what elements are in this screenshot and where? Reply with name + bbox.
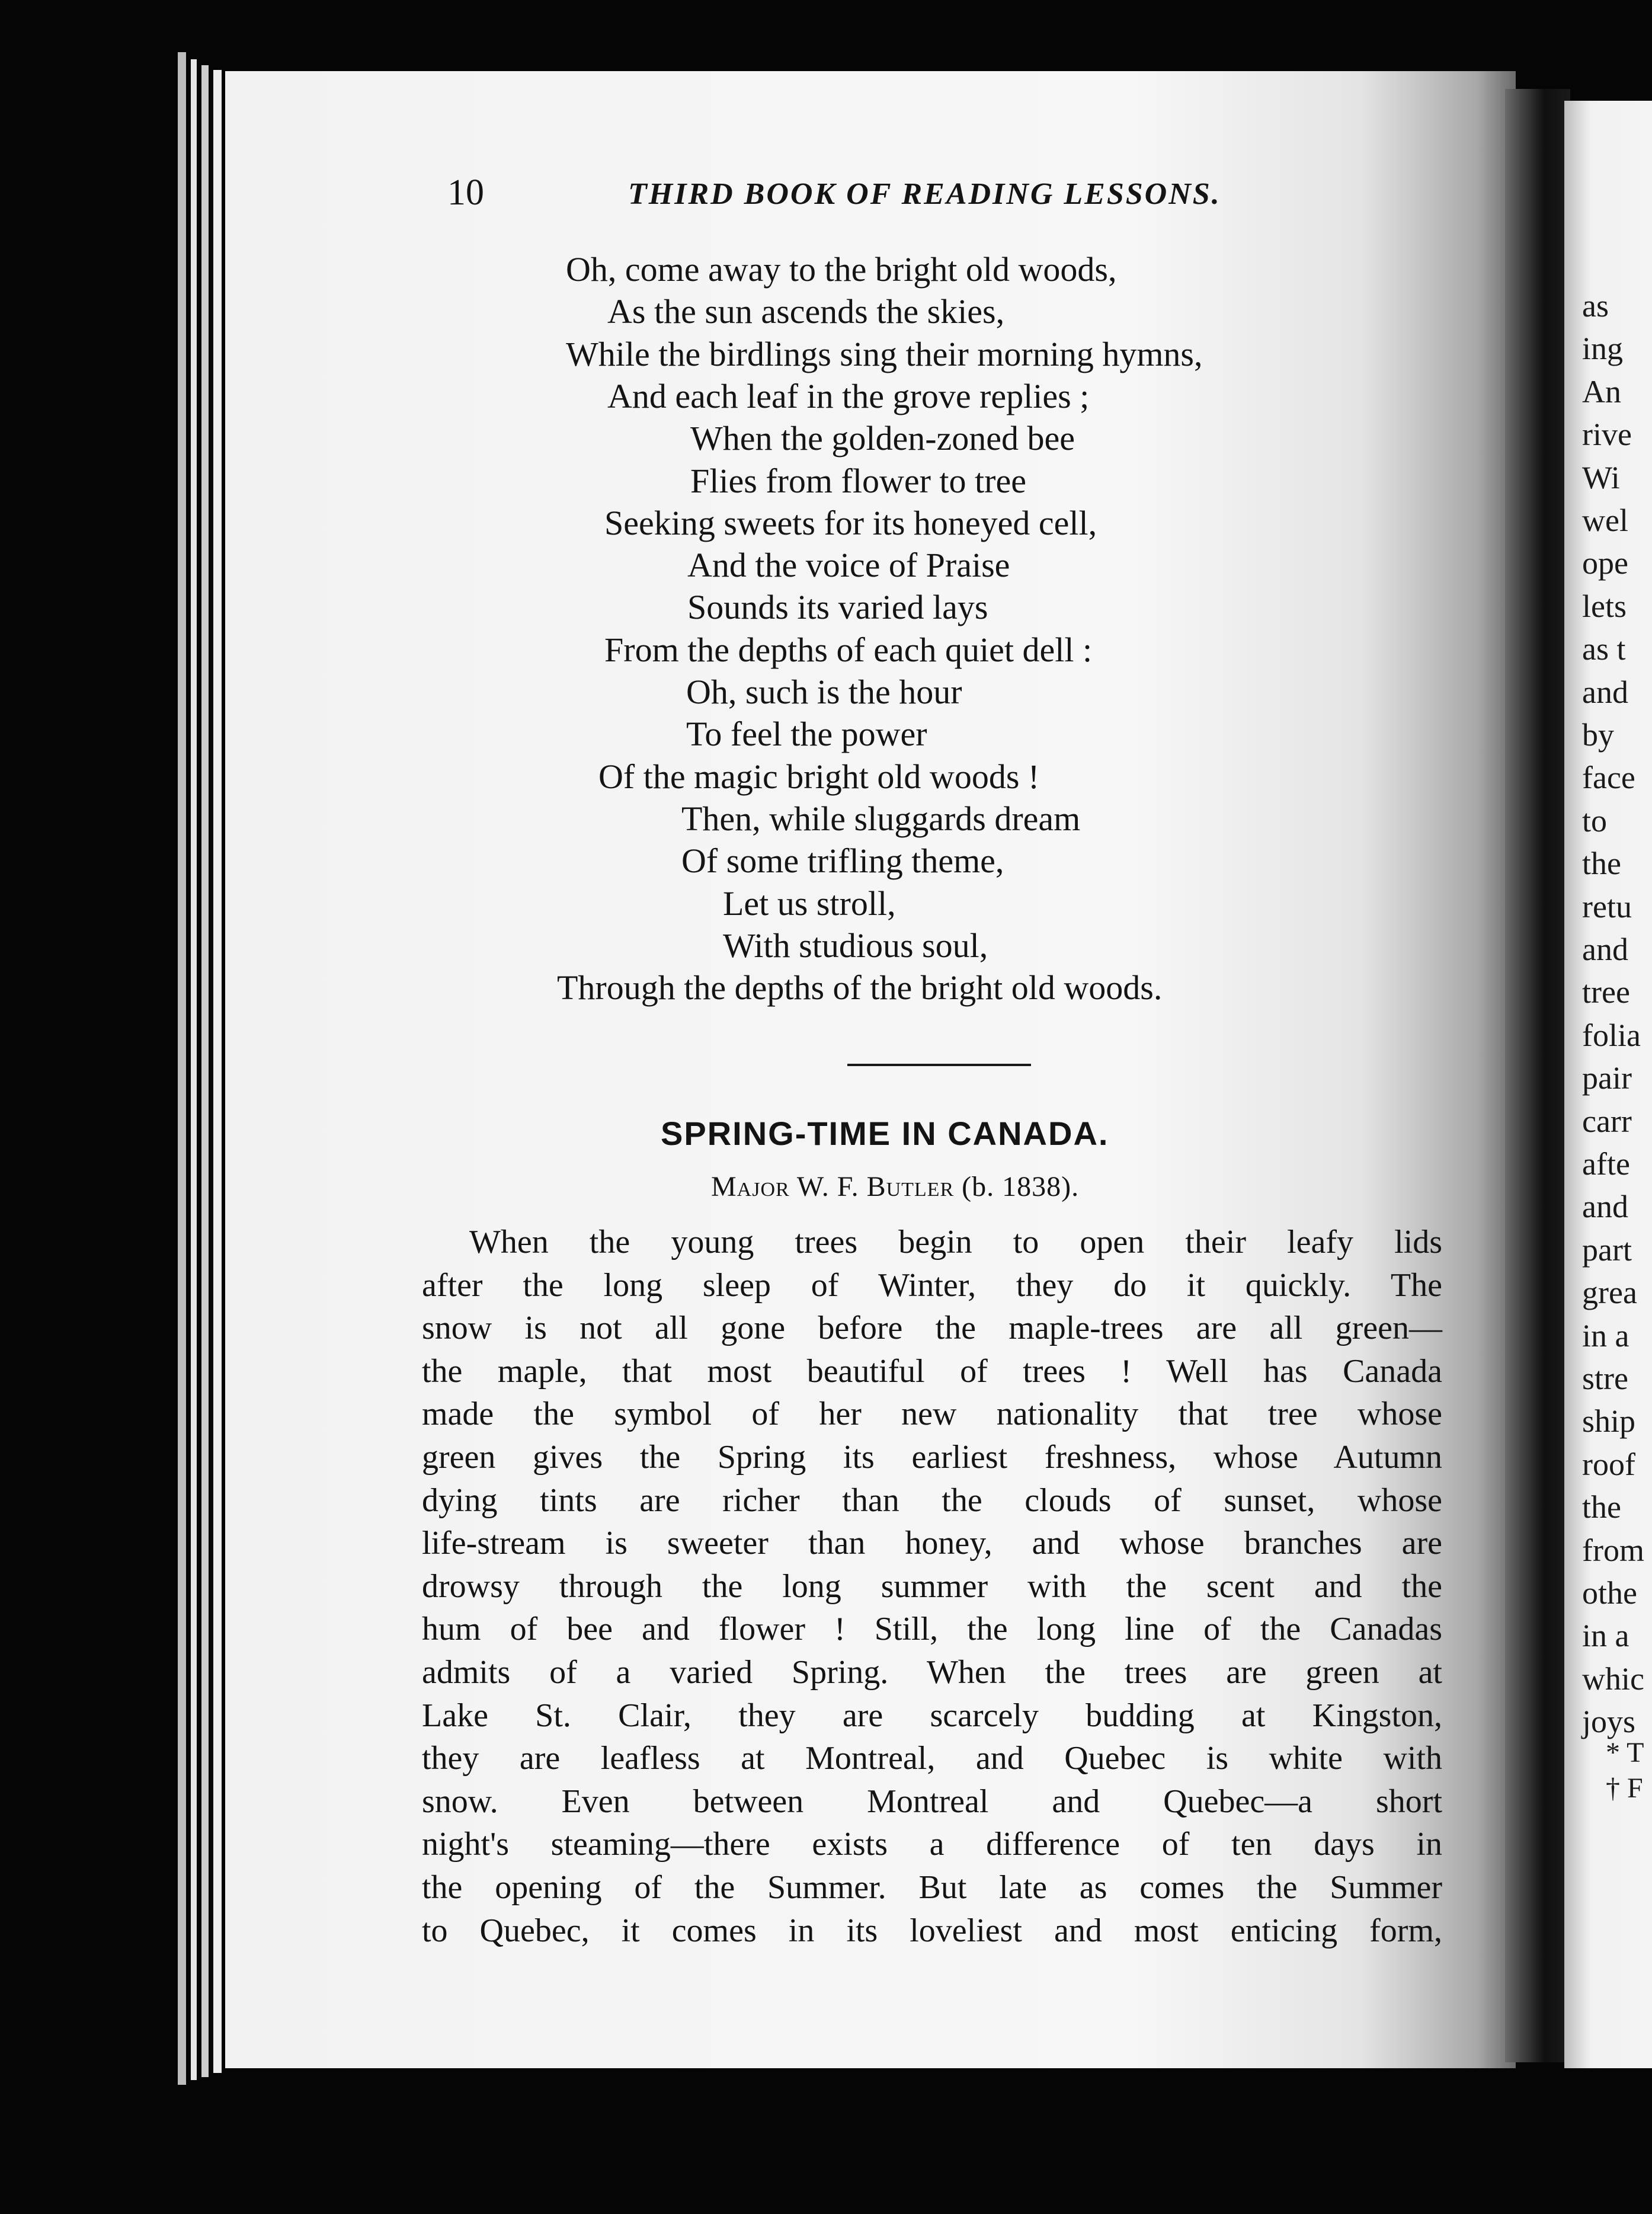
- poem-line: And each leaf in the grove replies ;: [607, 376, 1090, 415]
- facing-page-fragment: tree: [1582, 974, 1630, 1010]
- facing-page-fragment: afte: [1582, 1146, 1630, 1182]
- facing-page-fragment: face: [1582, 760, 1635, 796]
- article-line: the maple, that most beautiful of trees ! Well has Canada: [422, 1352, 1442, 1390]
- page-edge: [201, 65, 209, 2077]
- facing-page-fragment: and: [1582, 1189, 1628, 1225]
- facing-page-fragment: joys: [1582, 1704, 1636, 1740]
- poem-line: Seeking sweets for its honeyed cell,: [604, 503, 1097, 542]
- facing-page-fragment: part: [1582, 1231, 1632, 1268]
- author-name: Major W. F. Butler: [711, 1171, 955, 1202]
- page-edge: [191, 59, 197, 2080]
- facing-page-fragment: carr: [1582, 1103, 1632, 1139]
- facing-page-fragment: folia: [1582, 1017, 1641, 1053]
- facing-page: [1564, 101, 1652, 2068]
- article-line: dying tints are richer than the clouds of sunset, whose: [422, 1482, 1442, 1519]
- poem-line: When the golden-zoned bee: [690, 419, 1075, 458]
- facing-page-footnote: † F: [1606, 1773, 1643, 1804]
- article-line: the opening of the Summer. But late as comes the Summer: [422, 1869, 1442, 1906]
- article-line: Lake St. Clair, they are scarcely budding at Kingston,: [422, 1697, 1442, 1734]
- facing-page-fragment: rive: [1582, 417, 1632, 453]
- poem-line: To feel the power: [686, 715, 927, 754]
- facing-page-fragment: and: [1582, 674, 1628, 710]
- article-line: snow is not all gone before the maple-trees are all green—: [422, 1310, 1442, 1347]
- poem-line: Flies from flower to tree: [690, 461, 1026, 500]
- poem-line: As the sun ascends the skies,: [607, 292, 1005, 331]
- facing-page-fragment: ope: [1582, 545, 1628, 581]
- facing-page-fragment: grea: [1582, 1275, 1637, 1311]
- poem-line: With studious soul,: [723, 926, 988, 965]
- article-line: to Quebec, it comes in its loveliest and most enticing form,: [422, 1912, 1442, 1949]
- facing-page-fragment: ship: [1582, 1403, 1636, 1439]
- facing-page-fragment: ing: [1582, 331, 1624, 367]
- facing-page-fragment: whic: [1582, 1660, 1644, 1697]
- article-byline: [711, 1170, 1079, 1203]
- page-edge: [178, 52, 186, 2085]
- facing-page-fragment: as t: [1582, 631, 1626, 667]
- facing-page-fragment: stre: [1582, 1361, 1628, 1396]
- facing-page-fragment: wel: [1582, 503, 1628, 538]
- facing-page-fragment: as: [1582, 288, 1609, 324]
- poem-line: Sounds its varied lays: [687, 588, 988, 627]
- poem-line: Of some trifling theme,: [681, 842, 1004, 881]
- article-line: after the long sleep of Winter, they do it quickly. The: [422, 1266, 1442, 1304]
- article-line: green gives the Spring its earliest freshness, whose Autumn: [422, 1439, 1442, 1476]
- facing-page-fragment: Wi: [1582, 459, 1620, 495]
- book-gutter: [1505, 89, 1570, 2062]
- section-divider: [847, 1064, 1031, 1066]
- facing-page-fragment: lets: [1582, 588, 1627, 624]
- running-head: THIRD BOOK OF READING LESSONS.: [628, 177, 1221, 211]
- facing-page-fragment: in a: [1582, 1618, 1629, 1654]
- article-line: snow. Even between Montreal and Quebec—a short: [422, 1783, 1442, 1820]
- article-line: drowsy through the long summer with the scent and the: [422, 1567, 1442, 1605]
- facing-page-fragment: pair: [1582, 1060, 1632, 1096]
- article-line: When the young trees begin to open their leafy lids: [469, 1224, 1442, 1260]
- poem-line: And the voice of Praise: [687, 546, 1010, 585]
- page-header: [0, 172, 1652, 219]
- page-number: 10: [447, 172, 484, 213]
- poem-line: Of the magic bright old woods !: [598, 757, 1040, 796]
- page-edge: [213, 70, 222, 2073]
- facing-page-fragment: from: [1582, 1532, 1644, 1568]
- article-line: they are leafless at Montreal, and Quebec is white with: [422, 1740, 1442, 1777]
- facing-page-fragment: An: [1582, 373, 1621, 409]
- article-line: night's steaming—there exists a difference of ten days in: [422, 1826, 1442, 1863]
- article-line: life-stream is sweeter than honey, and whose branches are: [422, 1525, 1442, 1562]
- poem-line: Then, while sluggards dream: [681, 799, 1081, 838]
- facing-page-fragment: in a: [1582, 1317, 1629, 1354]
- facing-page-fragment: the: [1582, 846, 1621, 882]
- article-line: hum of bee and flower ! Still, the long line of the Canadas: [422, 1611, 1442, 1648]
- poem-line: Oh, such is the hour: [686, 673, 962, 711]
- facing-page-fragment: and: [1582, 932, 1628, 967]
- article-line: admits of a varied Spring. When the trees are green at: [422, 1654, 1442, 1691]
- facing-page-fragment: by: [1582, 717, 1614, 753]
- facing-page-fragment: to: [1582, 802, 1608, 839]
- facing-page-fragment: the: [1582, 1489, 1621, 1525]
- poem-line: Oh, come away to the bright old woods,: [566, 250, 1117, 289]
- poem-line: While the birdlings sing their morning hymns,: [566, 334, 1203, 373]
- article-line: made the symbol of her new nationality that tree whose: [422, 1396, 1442, 1433]
- article-title: SPRING-TIME IN CANADA.: [661, 1115, 1109, 1152]
- facing-page-fragment: othe: [1582, 1575, 1637, 1611]
- poem-line: Through the depths of the bright old woods.: [557, 968, 1163, 1007]
- facing-page-footnote: * T: [1606, 1737, 1644, 1768]
- facing-page-fragment: roof: [1582, 1446, 1635, 1482]
- poem-line: From the depths of each quiet dell :: [604, 630, 1093, 669]
- poem-line: Let us stroll,: [723, 884, 896, 923]
- facing-page-fragment: retu: [1582, 888, 1632, 924]
- author-dates: (b. 1838).: [962, 1171, 1080, 1202]
